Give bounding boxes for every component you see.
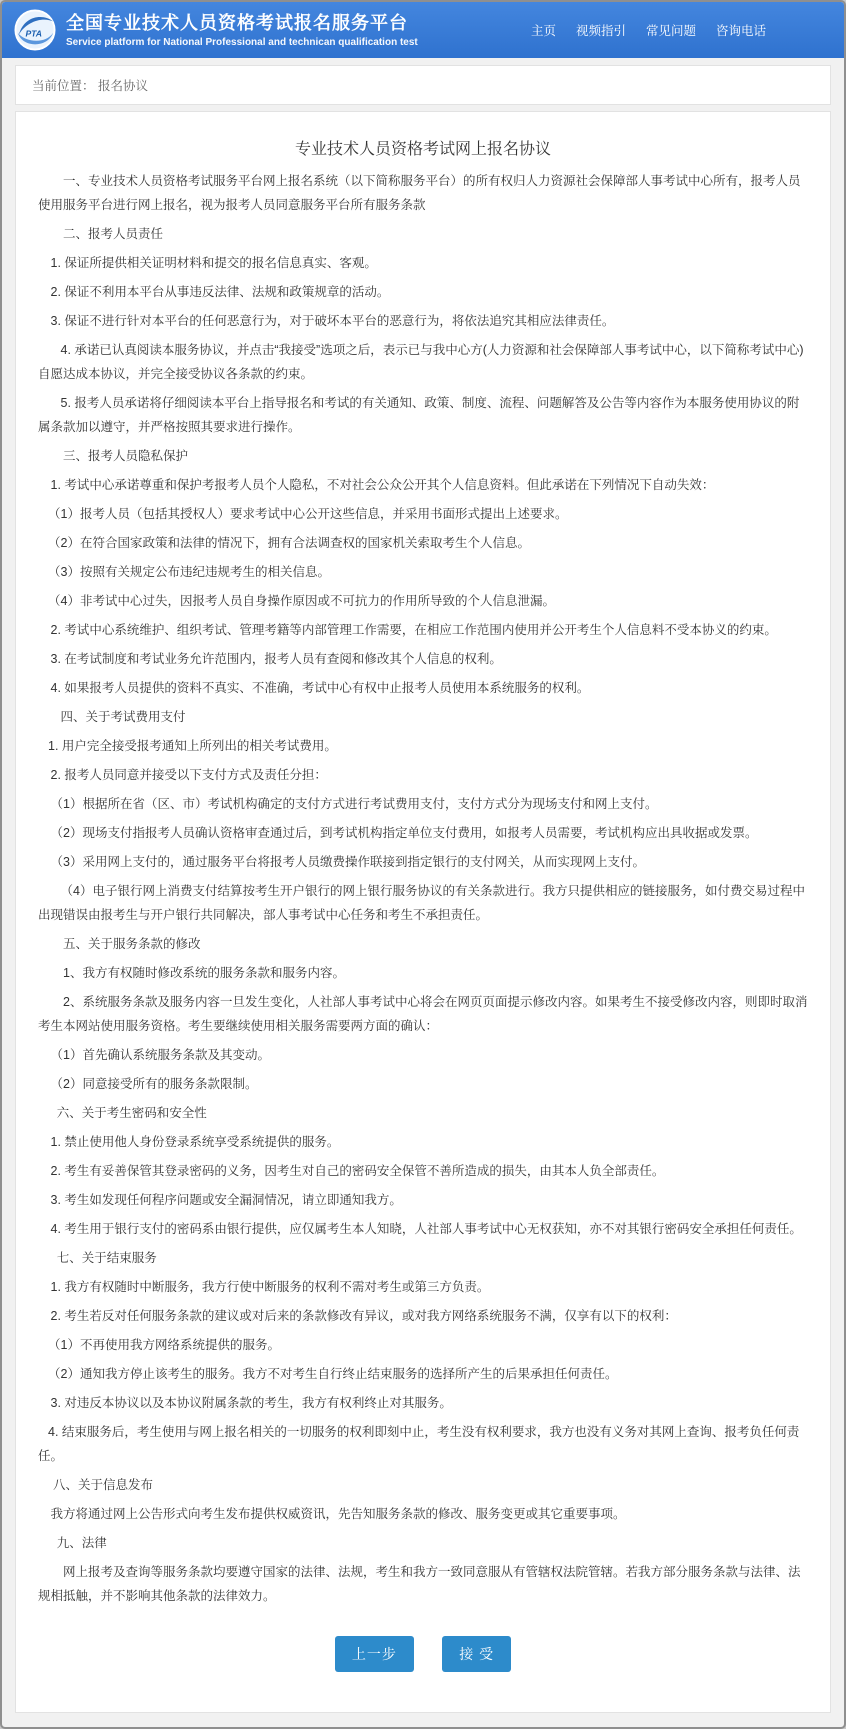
agreement-paragraph: （2）现场支付指报考人员确认资格审查通过后，到考试机构指定单位支付费用，如报考人员需要，考试机构应出具收据或发票。 bbox=[50, 826, 758, 840]
agreement-paragraph: （1）首先确认系统服务条款及其变动。 bbox=[50, 1048, 270, 1062]
previous-step-button[interactable]: 上一步 bbox=[335, 1636, 414, 1672]
agreement-paragraph: 2. 保证不利用本平台从事违反法律、法规和政策规章的活动。 bbox=[50, 285, 390, 299]
agreement-paragraph: 3. 在考试制度和考试业务允许范围内，报考人员有查阅和修改其个人信息的权利。 bbox=[50, 652, 502, 666]
site-subtitle: Service platform for National Professional and technican qualification test bbox=[66, 36, 418, 48]
agreement-paragraph: （2）通知我方停止该考生的服务。我方不对考生自行终止结束服务的选择所产生的后果承担任何责任。 bbox=[48, 1367, 618, 1381]
header-nav bbox=[531, 21, 832, 39]
agreement-paragraph: 5. 报考人员承诺将仔细阅读本平台上指导报名和考试的有关通知、政策、制度、流程、问题解答及公告等内容作为本服务使用协议的附属条款加以遵守，并严格按照其要求进行操作。 bbox=[38, 396, 800, 434]
agreement-paragraph: 4. 考生用于银行支付的密码系由银行提供，应仅属考生本人知晓，人社部人事考试中心无权获知，亦不对其银行密码安全承担任何责任。 bbox=[50, 1222, 802, 1236]
agreement-paragraph: 一、专业技术人员资格考试服务平台网上报名系统（以下简称服务平台）的所有权归人力资源社会保障部人事考试中心所有，报考人员使用服务平台进行网上报名，视为报考人员同意服务平台所有服务条款 bbox=[38, 174, 801, 212]
action-button-row bbox=[38, 1636, 808, 1672]
nav-item-2[interactable]: 常见问题 bbox=[645, 24, 696, 38]
agreement-paragraph: 2、系统服务条款及服务内容一旦发生变化，人社部人事考试中心将会在网页页面提示修改内容。如果考生不接受修改内容，则即时取消考生本网站使用服务资格。考生要继续使用相关服务需要两方面的确认： bbox=[38, 995, 808, 1033]
agreement-paragraph: 1、我方有权随时修改系统的服务条款和服务内容。 bbox=[63, 966, 345, 980]
agreement-paragraph: 1. 保证所提供相关证明材料和提交的报名信息真实、客观。 bbox=[50, 256, 377, 270]
agreement-paragraph: 2. 报考人员同意并接受以下支付方式及责任分担： bbox=[50, 768, 327, 782]
agreement-paragraph: 二、报考人员责任 bbox=[63, 227, 164, 241]
agreement-paragraph: 2. 考生若反对任何服务条款的建议或对后来的条款修改有异议，或对我方网络系统服务不满，仅享有以下的权利： bbox=[50, 1309, 677, 1323]
agreement-paragraph: 1. 禁止使用他人身份登录系统享受系统提供的服务。 bbox=[50, 1135, 340, 1149]
agreement-paragraph: 六、关于考生密码和安全性 bbox=[56, 1106, 207, 1120]
agreement-paragraph: 网上报考及查询等服务条款均要遵守国家的法律、法规，考生和我方一致同意服从有管辖权法院管辖。若我方部分服务条款与法律、法规相抵触，并不影响其他条款的法律效力。 bbox=[38, 1565, 801, 1603]
brand-block bbox=[66, 12, 418, 48]
agreement-paragraph: 1. 我方有权随时中断服务，我方行使中断服务的权利不需对考生或第三方负责。 bbox=[50, 1280, 490, 1294]
breadcrumb-current: 报名协议 bbox=[98, 79, 149, 93]
agreement-paragraph: 4. 如果报考人员提供的资料不真实、不准确，考试中心有权中止报考人员使用本系统服务的权利。 bbox=[50, 681, 590, 695]
agreement-paragraph: 九、法律 bbox=[56, 1536, 107, 1550]
agreement-paragraph: 我方将通过网上公告形式向考生发布提供权威资讯，先告知服务条款的修改、服务变更或其它重要事项。 bbox=[50, 1507, 626, 1521]
agreement-paragraph: 4. 承诺已认真阅读本服务协议，并点击“我接受”选项之后，表示已与我中心方(人力资源和社会保障部人事考试中心，以下简称考试中心)自愿达成本协议，并完全接受协议各条款的约束。 bbox=[38, 343, 804, 381]
agreement-paragraph: 四、关于考试费用支付 bbox=[60, 710, 186, 724]
agreement-paragraph: 2. 考生有妥善保管其登录密码的义务，因考生对自己的密码安全保管不善所造成的损失，由其本人负全部责任。 bbox=[50, 1164, 665, 1178]
agreement-paragraph: 2. 考试中心系统维护、组织考试、管理考籍等内部管理工作需要，在相应工作范围内使用并公开考生个人信息料不受本协义的约束。 bbox=[50, 623, 777, 637]
agreement-paragraph: （3）按照有关规定公布违纪违规考生的相关信息。 bbox=[48, 565, 330, 579]
agreement-paragraph: 3. 考生如发现任何程序问题或安全漏洞情况，请立即通知我方。 bbox=[50, 1193, 402, 1207]
agreement-paragraph: 4. 结束服务后，考生使用与网上报名相关的一切服务的权利即刻中止，考生没有权利要求，我方也没有义务对其网上查询、报考负任何责任。 bbox=[38, 1425, 800, 1463]
svg-text:PTA: PTA bbox=[25, 28, 42, 39]
breadcrumb-prefix: 当前位置： bbox=[32, 79, 95, 93]
agreement-paragraph: 3. 保证不进行针对本平台的任何恶意行为，对于破坏本平台的恶意行为，将依法追究其相应法律责任。 bbox=[50, 314, 615, 328]
agreement-paragraph: 八、关于信息发布 bbox=[53, 1478, 154, 1492]
agreement-paragraph: （3）采用网上支付的，通过服务平台将报考人员缴费操作联接到指定银行的支付网关，从而实现网上支付。 bbox=[50, 855, 645, 869]
agreement-body bbox=[38, 169, 808, 1608]
nav-item-0[interactable]: 主页 bbox=[530, 24, 556, 38]
agreement-paragraph: 3. 对违反本协议以及本协议附属条款的考生，我方有权利终止对其服务。 bbox=[50, 1396, 452, 1410]
nav-item-3[interactable]: 咨询电话 bbox=[715, 24, 766, 38]
agreement-paragraph: 五、关于服务条款的修改 bbox=[63, 937, 201, 951]
accept-button[interactable]: 接 受 bbox=[442, 1636, 511, 1672]
pta-logo-icon bbox=[14, 9, 56, 51]
site-header bbox=[2, 2, 844, 58]
agreement-paragraph: （4）电子银行网上消费支付结算按考生开户银行的网上银行服务协议的有关条款进行。我方只提供相应的链接服务，如付费交易过程中出现错误由报考生与开户银行共同解决，部人事考试中心任务和考生不承担责任。 bbox=[38, 884, 805, 922]
agreement-paragraph: （2）同意接受所有的服务条款限制。 bbox=[50, 1077, 258, 1091]
breadcrumb bbox=[15, 65, 831, 105]
agreement-paragraph: （2）在符合国家政策和法律的情况下，拥有合法调查权的国家机关索取考生个人信息。 bbox=[48, 536, 530, 550]
agreement-paragraph: （1）根据所在省（区、市）考试机构确定的支付方式进行考试费用支付，支付方式分为现场支付和网上支付。 bbox=[50, 797, 658, 811]
agreement-paragraph: 1. 用户完全接受报考通知上所列出的相关考试费用。 bbox=[48, 739, 337, 753]
agreement-paragraph: 七、关于结束服务 bbox=[56, 1251, 157, 1265]
site-title: 全国专业技术人员资格考试报名服务平台 bbox=[66, 13, 408, 34]
nav-item-1[interactable]: 视频指引 bbox=[575, 24, 626, 38]
agreement-paragraph: （1）不再使用我方网络系统提供的服务。 bbox=[48, 1338, 280, 1352]
agreement-title: 专业技术人员资格考试网上报名协议 bbox=[294, 141, 551, 158]
agreement-panel bbox=[15, 111, 831, 1713]
agreement-paragraph: （1）报考人员（包括其授权人）要求考试中心公开这些信息，并采用书面形式提出上述要求。 bbox=[48, 507, 568, 521]
agreement-paragraph: 三、报考人员隐私保护 bbox=[63, 449, 189, 463]
agreement-paragraph: （4）非考试中心过失，因报考人员自身操作原因或不可抗力的作用所导致的个人信息泄漏。 bbox=[48, 594, 555, 608]
agreement-paragraph: 1. 考试中心承诺尊重和保护考报考人员个人隐私，不对社会公众公开其个人信息资料。但此承诺在下列情况下自动失效： bbox=[50, 478, 715, 492]
